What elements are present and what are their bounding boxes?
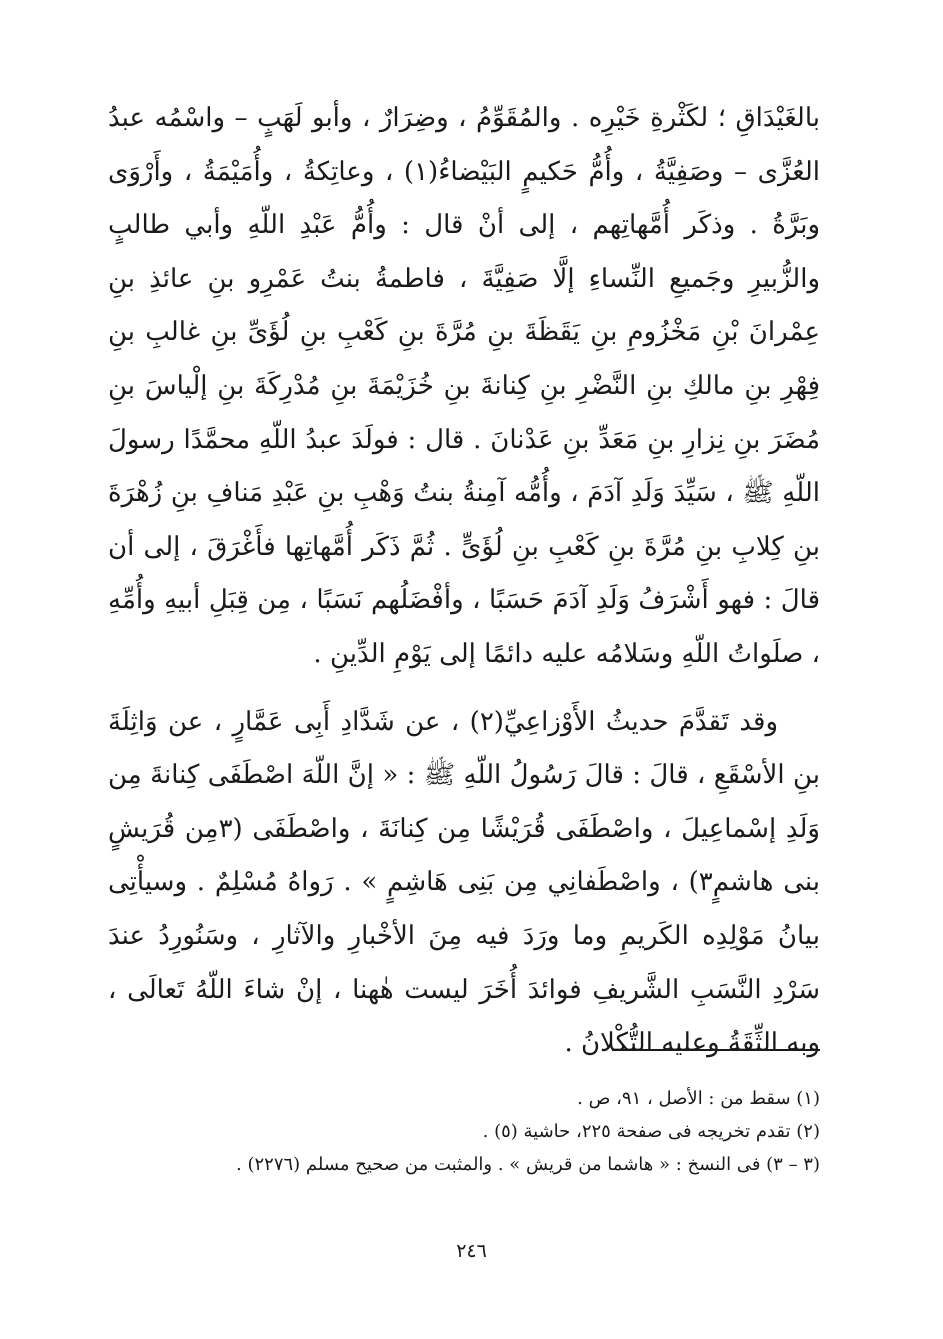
- main-text: [108, 92, 820, 1071]
- page-number: ٢٤٦: [456, 1240, 487, 1262]
- paragraph-lineage: بالغَيْدَاقِ ؛ لكَثْرةِ خَيْرِه . والمُقَوِّمُ ، وضِرَارٌ ، وأبو لَهَبٍ – واسْمُه عبدُ العُزَّى – وصَفِيَّةُ ، وأُمُّ حَكيمٍ البَيْضاءُ(١) ، وعاتِكةُ ، وأُمَيْمَةُ ، وأَرْوَى وبَرَّةُ . وذكَر أُمَّهاتِهم ، إلى أنْ قال : وأُمُّ عَبْدِ اللّهِ وأبي طالبٍ والزُّبيرِ وجَميعِ النِّساءِ إلَّا صَفِيَّةَ ، فاطمةُ بنتُ عَمْرِو بنِ عائذِ بنِ عِمْرانَ بْنِ مَخْزُومِ بنِ يَقَظَةَ بنِ مُرَّةَ بنِ كَعْبِ بنِ لُؤَىِّ بنِ غالبِ بنِ فِهْرِ بنِ مالكِ بنِ النَّضْرِ بنِ كِنانةَ بنِ خُزَيْمَةَ بنِ مُدْرِكَةَ بنِ إلْياسَ بنِ مُضَرَ بنِ نِزارِ بنِ مَعَدِّ بنِ عَدْنانَ . قال : فولَدَ عبدُ اللّهِ محمَّدًا رسولَ اللّهِ ﷺ ، سَيِّدَ وَلَدِ آدَمَ ، وأُمُّه آمِنةُ بنتُ وَهْبِ بنِ عَبْدِ مَنافِ بنِ زُهْرَةَ بنِ كِلابِ بنِ مُرَّةَ بنِ كَعْبِ بنِ لُؤَىٍّ . ثُمَّ ذَكَر أُمَّهاتِها فأَغْرَقَ ، إلى أن قالَ : فهو أَشْرَفُ وَلَدِ آدَمَ حَسَبًا ، وأفْضَلُهم نَسَبًا ، مِن قِبَلِ أبيهِ وأُمِّهِ ، صلَواتُ اللّهِ وسَلامُه عليه دائمًا إلى يَوْمِ الدِّينِ .: [108, 103, 821, 669]
- footnote-1: (١) سقط من : الأصل ، ٩١، ص .: [577, 1088, 820, 1109]
- footnote-separator: [612, 1049, 820, 1051]
- paragraph-hadith: وقد تَقدَّمَ حديثُ الأَوْزاعِيِّ(٢) ، عن شَدَّادِ أَبِى عَمَّارٍ ، عن وَاثِلَةَ بنِ الأسْقَعِ ، قالَ : قالَ رَسُولُ اللّهِ ﷺ : « إنَّ اللّهَ اصْطَفَى كِنانةَ مِن وَلَدِ إسْماعِيلَ ، واصْطَفَى قُرَيْشًا مِن كِنانَةَ ، واصْطَفَى (٣مِن قُرَيشٍ بنى هاشمٍ٣) ، واصْطَفانِي مِن بَنِى هَاشِمٍ » . رَواهُ مُسْلِمٌ . وسيأْتِى بيانُ مَوْلِدِه الكَريمِ وما ورَدَ فيه مِنَ الأخْبارِ والآثارِ ، وسَنُورِدُ عندَ سَرْدِ النَّسَبِ الشَّريفِ فوائدَ أُخَرَ ليست هٰهنا ، إنْ شاءَ اللّهُ تَعالَى ، وبه الثِّقَةُ وعليه التُّكْلانُ .: [108, 706, 820, 1059]
- footnote-2: (٢) تقدم تخريجه فى صفحة ٢٢٥، حاشية (٥) .: [482, 1121, 820, 1142]
- footnotes: [108, 1082, 820, 1181]
- footnote-3: (٣ – ٣) فى النسخ : « هاشما من قريش » . والمثبت من صحيح مسلم (٢٢٧٦) .: [236, 1154, 820, 1175]
